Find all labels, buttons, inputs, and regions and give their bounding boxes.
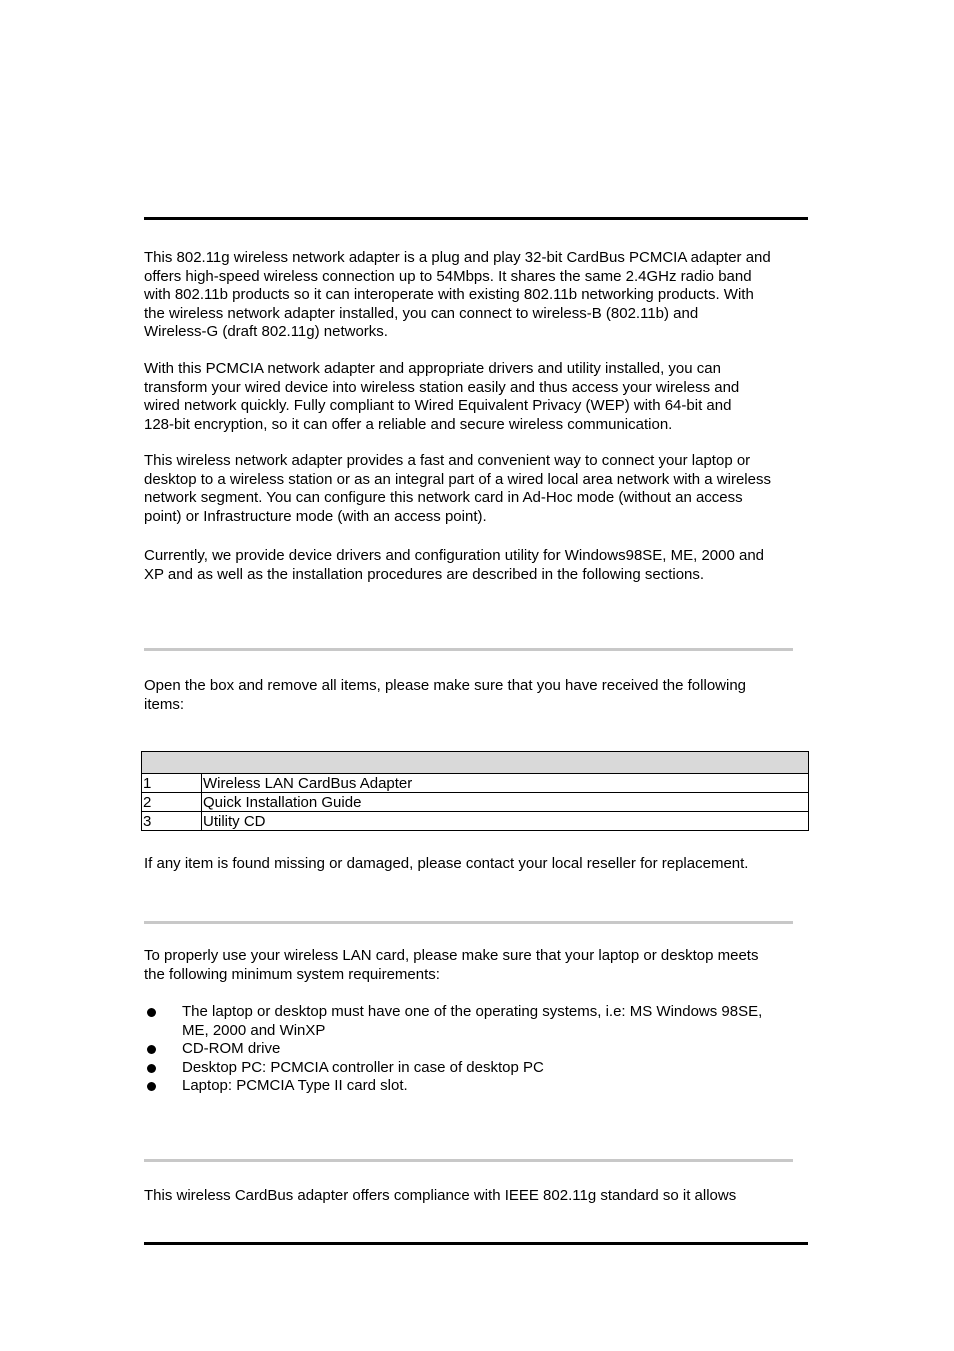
item-number: 3	[142, 812, 202, 831]
item-name: Utility CD	[202, 812, 809, 831]
bullet-icon	[147, 1082, 156, 1091]
list-item	[144, 1077, 824, 1096]
table-header-cell	[142, 752, 809, 774]
item-name: Quick Installation Guide	[202, 793, 809, 812]
item-name: Wireless LAN CardBus Adapter	[202, 774, 809, 793]
section-divider-package	[144, 648, 793, 651]
item-number: 2	[142, 793, 202, 812]
requirements-list	[144, 1003, 824, 1096]
intro-paragraph-1: This 802.11g wireless network adapter is a plug and play 32-bit CardBus PCMCIA adapter and offers high-speed wireless connection up to 54Mbps. It shares the same 2.4GHz radio band with 802.11b products so it can interoperate with existing 802.11b networking products. With the wireless network adapter installed, you can connect to wireless-B (802.11b) and Wireless-G (draft 802.11g) networks.	[144, 249, 771, 340]
bullet-icon	[147, 1045, 156, 1054]
list-item-text: Laptop: PCMCIA Type II card slot.	[182, 1077, 408, 1094]
section-divider-compliance	[144, 1159, 793, 1162]
package-intro: Open the box and remove all items, please make sure that you have received the following items:	[144, 677, 747, 713]
section-divider-requirements	[144, 921, 793, 924]
footer-rule	[144, 1242, 808, 1245]
requirements-intro: To properly use your wireless LAN card, please make sure that your laptop or desktop meets the following minimum system requirements:	[144, 947, 759, 983]
compliance-text: This wireless CardBus adapter offers compliance with IEEE 802.11g standard so it allows	[144, 1187, 737, 1204]
header-rule	[144, 217, 808, 220]
table-row	[142, 793, 809, 812]
bullet-icon	[147, 1008, 156, 1017]
intro-paragraph-2: With this PCMCIA network adapter and appropriate drivers and utility installed, you can transform your wired device into wireless station easily and thus access your wireless and wired network quickly. Fully compliant to Wired Equivalent Privacy (WEP) with 64-bit and 128-bit encryption, so it can offer a reliable and secure wireless communication.	[144, 360, 740, 433]
item-number: 1	[142, 774, 202, 793]
intro-paragraph-4: Currently, we provide device drivers and configuration utility for Windows98SE, ME, 2000 and XP and as well as the installation procedures are described in the following sections.	[144, 547, 765, 583]
package-contents-table	[141, 751, 809, 831]
package-note: If any item is found missing or damaged, please contact your local reseller for replacement.	[144, 855, 749, 872]
bullet-icon	[147, 1064, 156, 1073]
list-item	[144, 1059, 824, 1078]
table-row	[142, 774, 809, 793]
table-header-row	[142, 752, 809, 774]
list-item-text: CD-ROM drive	[182, 1040, 281, 1057]
list-item-text: The laptop or desktop must have one of the operating systems, i.e: MS Windows 98SE, ME, 2000 and WinXP	[182, 1003, 763, 1039]
list-item-text: Desktop PC: PCMCIA controller in case of desktop PC	[182, 1058, 544, 1076]
list-item	[144, 1003, 824, 1040]
list-item	[144, 1040, 824, 1059]
table-row	[142, 812, 809, 831]
intro-paragraph-3: This wireless network adapter provides a fast and convenient way to connect your laptop or desktop to a wireless station or as an integral part of a wired local area network with a wireless network segment. You can configure this network card in Ad-Hoc mode (without an access point) or Infrastructure mode (with an access point).	[144, 452, 771, 525]
